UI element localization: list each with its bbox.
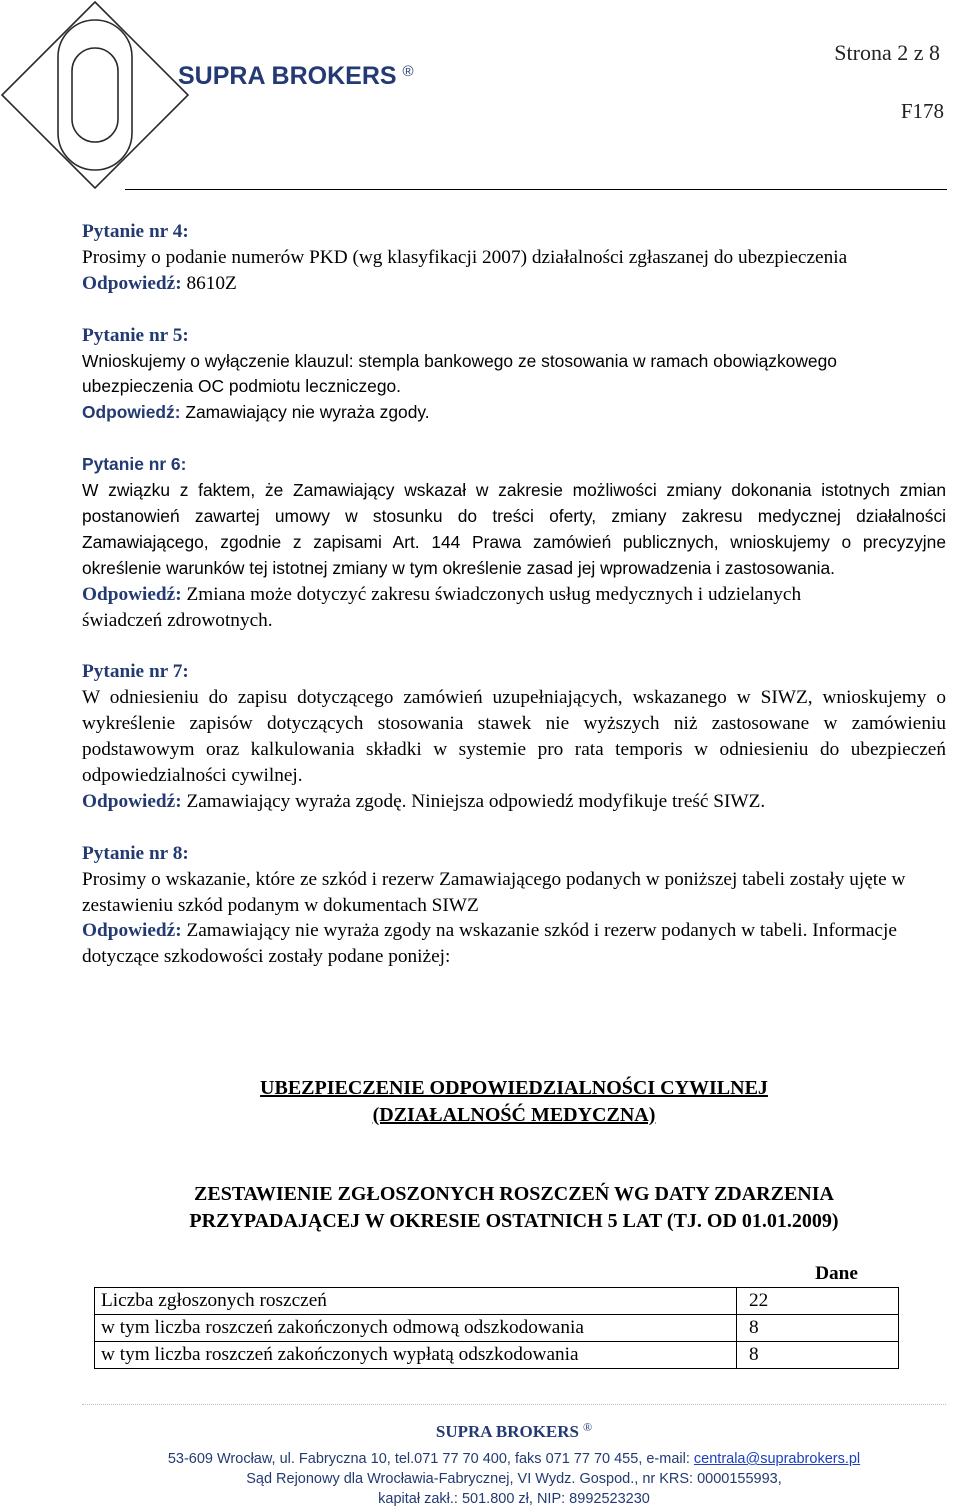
row-value: 8 <box>737 1342 899 1369</box>
footer-court: Sąd Rejonowy dla Wrocławia-Fabrycznej, VI Wydz. Gospod., nr KRS: 0000155993, <box>246 1471 782 1487</box>
row-label: Liczba zgłoszonych roszczeń <box>95 1288 737 1315</box>
question-4 <box>82 219 946 297</box>
table-header: Dane <box>775 1261 899 1288</box>
row-label: w tym liczba roszczeń zakończonych odmową odszkodowania <box>95 1315 737 1342</box>
answer <box>82 789 946 815</box>
row-label: w tym liczba roszczeń zakończonych wypłatą odszkodowania <box>95 1342 737 1369</box>
question-text: W związku z faktem, że Zamawiający wskazał w zakresie możliwości zmiany dokonania istotnych zmian postanowień zawartej umowy w stosunku do treści oferty, zmiany zakresu medycznej działalności Zamawiającego, zgodnie z zapisami Art. 144 Prawa zamówień publicznych, wnioskujemy o precyzyjne określenie warunków tej istotnej zmiany w tym określenie zasad jej wprowadzenia i zastosowania. <box>82 480 946 578</box>
answer-label: Odpowiedź: <box>82 920 182 942</box>
answer-text: Zamawiający nie wyraża zgody. <box>185 402 430 423</box>
answer-label: Odpowiedź: <box>82 402 181 423</box>
section-subtitle-line-2: PRZYPADAJĄCEJ W OKRESIE OSTATNICH 5 LAT (TJ. OD 01.01.2009) <box>189 1210 839 1232</box>
answer <box>82 271 946 297</box>
answer-text: Zamawiający nie wyraża zgody na wskazanie szkód i rezerw podanych w tabeli. Informacje dotyczące szkodowości zostały podane poniżej: <box>82 920 897 968</box>
question-label: Pytanie nr 5: <box>82 324 189 346</box>
registered-mark: ® <box>402 63 414 80</box>
table-row <box>95 1288 899 1315</box>
row-value: 22 <box>737 1288 899 1315</box>
registered-mark: ® <box>583 1420 593 1434</box>
page-number: Strona 2 z 8 <box>834 40 940 65</box>
answer-text: Zmiana może dotyczyć zakresu świadczonych usług medycznych i udzielanych świadczeń zdrowotnych. <box>82 583 802 631</box>
answer-text: Zamawiający wyraża zgodę. Niniejsza odpowiedź modyfikuje treść SIWZ. <box>186 790 766 812</box>
question-label: Pytanie nr 4: <box>82 221 189 242</box>
question-text: W odniesieniu do zapisu dotyczącego zamówień uzupełniających, wskazanego w SIWZ, wnioskujemy o wykreślenie zapisów dotyczących stosowania stawek nie wyższych niż zastosowane w zamówieniu podstawowym oraz kalkulowania składki w systemie pro rata temporis w odniesieniu do ubezpieczeń odpowiedzialności cywilnej. <box>82 687 946 786</box>
email-link[interactable]: centrala@suprabrokers.pl <box>693 1451 861 1467</box>
answer <box>82 582 862 634</box>
question-label: Pytanie nr 6: <box>82 454 187 475</box>
footer-brand: SUPRA BROKERS ® <box>435 1420 593 1441</box>
section-subtitle-line-1: ZESTAWIENIE ZGŁOSZONYCH ROSZCZEŃ WG DATY ZDARZENIA <box>194 1183 834 1205</box>
footer-divider <box>82 1404 946 1405</box>
question-label: Pytanie nr 8: <box>82 842 189 864</box>
section-subtitle <box>82 1181 946 1235</box>
table-row <box>95 1342 899 1369</box>
question-text: Prosimy o wskazanie, które ze szkód i rezerw Zamawiającego podanych w poniższej tabeli zostały ujęte w zestawieniu szkód podanym w dokumentach SIWZ <box>82 868 906 916</box>
table-header-row <box>95 1261 899 1288</box>
answer-label: Odpowiedź: <box>82 790 182 812</box>
company-logo <box>0 0 190 190</box>
section-title-line-1: UBEZPIECZENIE ODPOWIEDZIALNOŚCI CYWILNEJ <box>260 1077 768 1099</box>
document-body <box>82 219 946 996</box>
brand-name: SUPRA BROKERS ® <box>178 62 414 90</box>
answer <box>82 918 912 970</box>
answer-label: Odpowiedź: <box>82 272 182 294</box>
answer-label: Odpowiedź: <box>82 583 182 605</box>
answer-text: 8610Z <box>186 272 237 294</box>
header-divider <box>125 189 947 190</box>
footer-capital: kapitał zakł.: 501.800 zł, NIP: 8992523230 <box>378 1491 650 1507</box>
question-text: Wnioskujemy o wyłączenie klauzul: stempla bankowego ze stosowania w ramach obowiązkowego ubezpieczenia OC podmiotu leczniczego. <box>82 350 837 397</box>
question-6 <box>82 452 946 633</box>
claims-table <box>94 1261 899 1369</box>
question-text: Prosimy o podanie numerów PKD (wg klasyfikacji 2007) działalności zgłaszanej do ubezpieczenia <box>82 246 848 268</box>
table-row <box>95 1315 899 1342</box>
section-title-line-2: (DZIAŁALNOŚĆ MEDYCZNA) <box>372 1104 656 1126</box>
question-8 <box>82 841 946 971</box>
section-title <box>82 1075 946 1129</box>
footer-address: 53-609 Wrocław, ul. Fabryczna 10, tel.071 77 70 400, faks 071 77 70 455, e-mail: centrala@suprabrokers.pl <box>167 1451 861 1467</box>
answer <box>82 400 946 426</box>
question-5 <box>82 323 946 427</box>
question-7 <box>82 659 946 814</box>
form-code: F178 <box>900 99 944 123</box>
row-value: 8 <box>737 1315 899 1342</box>
question-label: Pytanie nr 7: <box>82 661 189 683</box>
